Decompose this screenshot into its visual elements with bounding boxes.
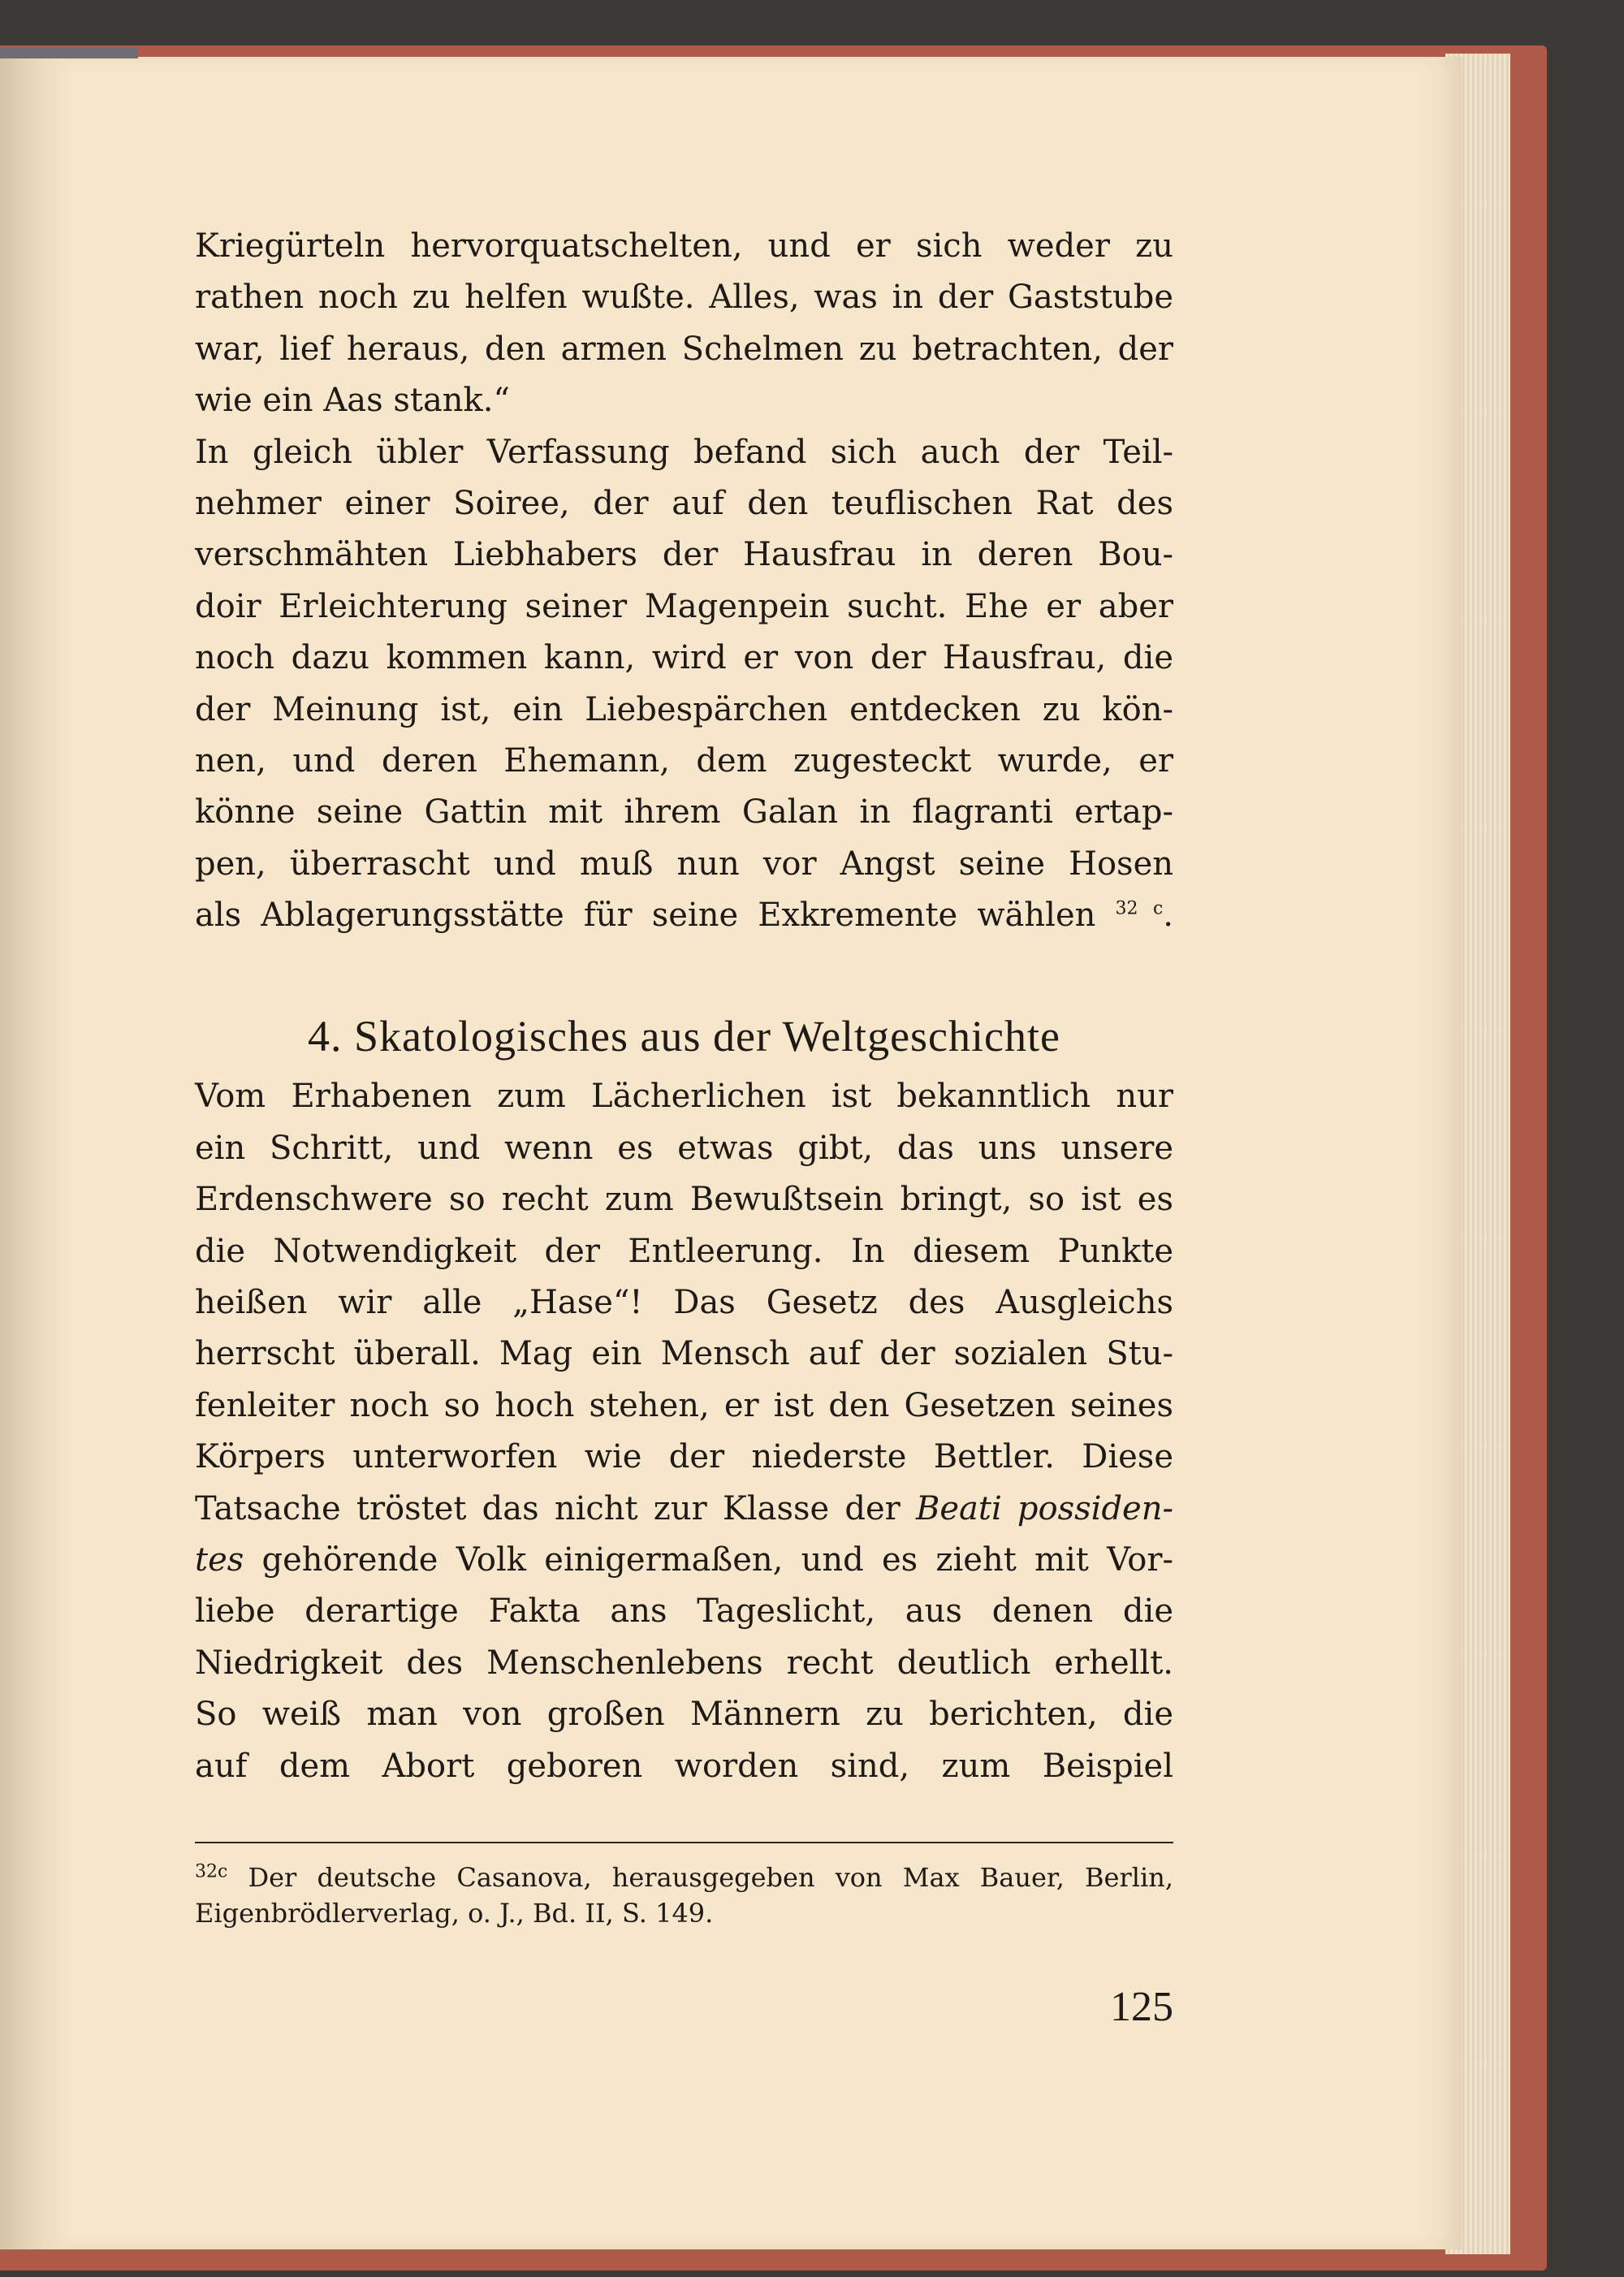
text-line-segment: gehörende Volk einigermaßen, und es zieht mit Vor- [244, 1540, 1173, 1579]
text-line: die Notwendigkeit der Entleerung. In diesem Punkte [195, 1232, 1173, 1270]
page-gutter [0, 57, 73, 2249]
text-line: Erdenschwere so recht zum Bewußtsein bringt, so ist es [195, 1181, 1173, 1219]
footnote-number: 32c [195, 1861, 228, 1882]
footnote-divider [195, 1842, 1173, 1843]
paragraph-1 [195, 221, 1173, 427]
text-line: Kriegürteln hervorquatschelten, und er sich weder zu [195, 227, 1173, 265]
body-text [195, 221, 1173, 1792]
text-line-italic-start [195, 1535, 1173, 1586]
text-line: war, lief heraus, den armen Schelmen zu betrachten, der [195, 330, 1173, 368]
footnote-line [195, 1860, 1173, 1895]
text-line-segment: Tatsache tröstet das nicht zur Klasse der [195, 1489, 916, 1527]
text-line: pen, überrascht und muß nun vor Angst seine Hosen [195, 845, 1173, 883]
text-line: herrscht überall. Mag ein Mensch auf der sozialen Stu- [195, 1335, 1173, 1373]
text-line: ein Schritt, und wenn es etwas gibt, das uns unsere [195, 1129, 1173, 1167]
text-line: nen, und deren Ehemann, dem zugesteckt wurde, er [195, 741, 1173, 780]
text-line: rathen noch zu helfen wußte. Alles, was in der Gaststube [195, 279, 1173, 317]
text-line: Körpers unterworfen wie der niederste Bettler. Diese [195, 1438, 1173, 1476]
page-number: 125 [1110, 1984, 1173, 2030]
paragraph-2 [195, 427, 1173, 942]
text-line: fenleiter noch so hoch stehen, er ist den Gesetzen seines [195, 1386, 1173, 1424]
text-line-segment: als Ablagerungsstätte für seine Exkremente wählen [195, 897, 1096, 935]
text-line: liebe derartige Fakta ans Tageslicht, aus denen die [195, 1592, 1173, 1631]
text-line: So weiß man von großen Männern zu berichten, die [195, 1696, 1173, 1734]
text-line: heißen wir alle „Hase“! Das Gesetz des Ausgleichs [195, 1284, 1173, 1322]
text-line: wie ein Aas stank.“ [195, 382, 510, 420]
text-line: der Meinung ist, ein Liebespärchen entdecken zu kön- [195, 690, 1173, 728]
text-line: auf dem Abort geboren worden sind, zum Beispiel [195, 1747, 1173, 1785]
footnotes [195, 1860, 1173, 1931]
text-line: Niedrigkeit des Menschenlebens recht deutlich erhellt. [195, 1644, 1173, 1682]
text-line-italic-end [195, 1484, 1173, 1535]
text-line: verschmähten Liebhabers der Hausfrau in deren Bou- [195, 536, 1173, 574]
text-line: noch dazu kommen kann, wird er von der Hausfrau, die [195, 639, 1173, 677]
text-line: In gleich übler Verfassung befand sich auch der Teil- [195, 433, 1173, 471]
text-line: Vom Erhabenen zum Lächerlichen ist bekanntlich nur [195, 1078, 1173, 1116]
text-line-with-footnote [195, 890, 1173, 941]
text-line: könne seine Gattin mit ihrem Galan in flagranti ertap- [195, 793, 1173, 832]
italic-phrase: tes [195, 1540, 244, 1579]
paragraph-3 [195, 1071, 1173, 1791]
italic-phrase: Beati possiden- [915, 1489, 1173, 1527]
text-line: doir Erleichterung seiner Magenpein sucht. Ehe er aber [195, 587, 1173, 625]
section-heading: 4. Skatologisches aus der Weltgeschichte [308, 1012, 1060, 1061]
footnote-text: Der deutsche Casanova, herausgegeben von Max Bauer, Berlin, [248, 1862, 1174, 1893]
scan-corner-mark [0, 47, 138, 58]
footnote-line: Eigenbrödlerverlag, o. J., Bd. II, S. 149. [195, 1898, 714, 1929]
text-line: nehmer einer Soiree, der auf den teuflischen Rat des [195, 484, 1173, 522]
text-line-punct: . [1163, 897, 1173, 935]
footnote-reference: 32 c [1115, 898, 1164, 919]
